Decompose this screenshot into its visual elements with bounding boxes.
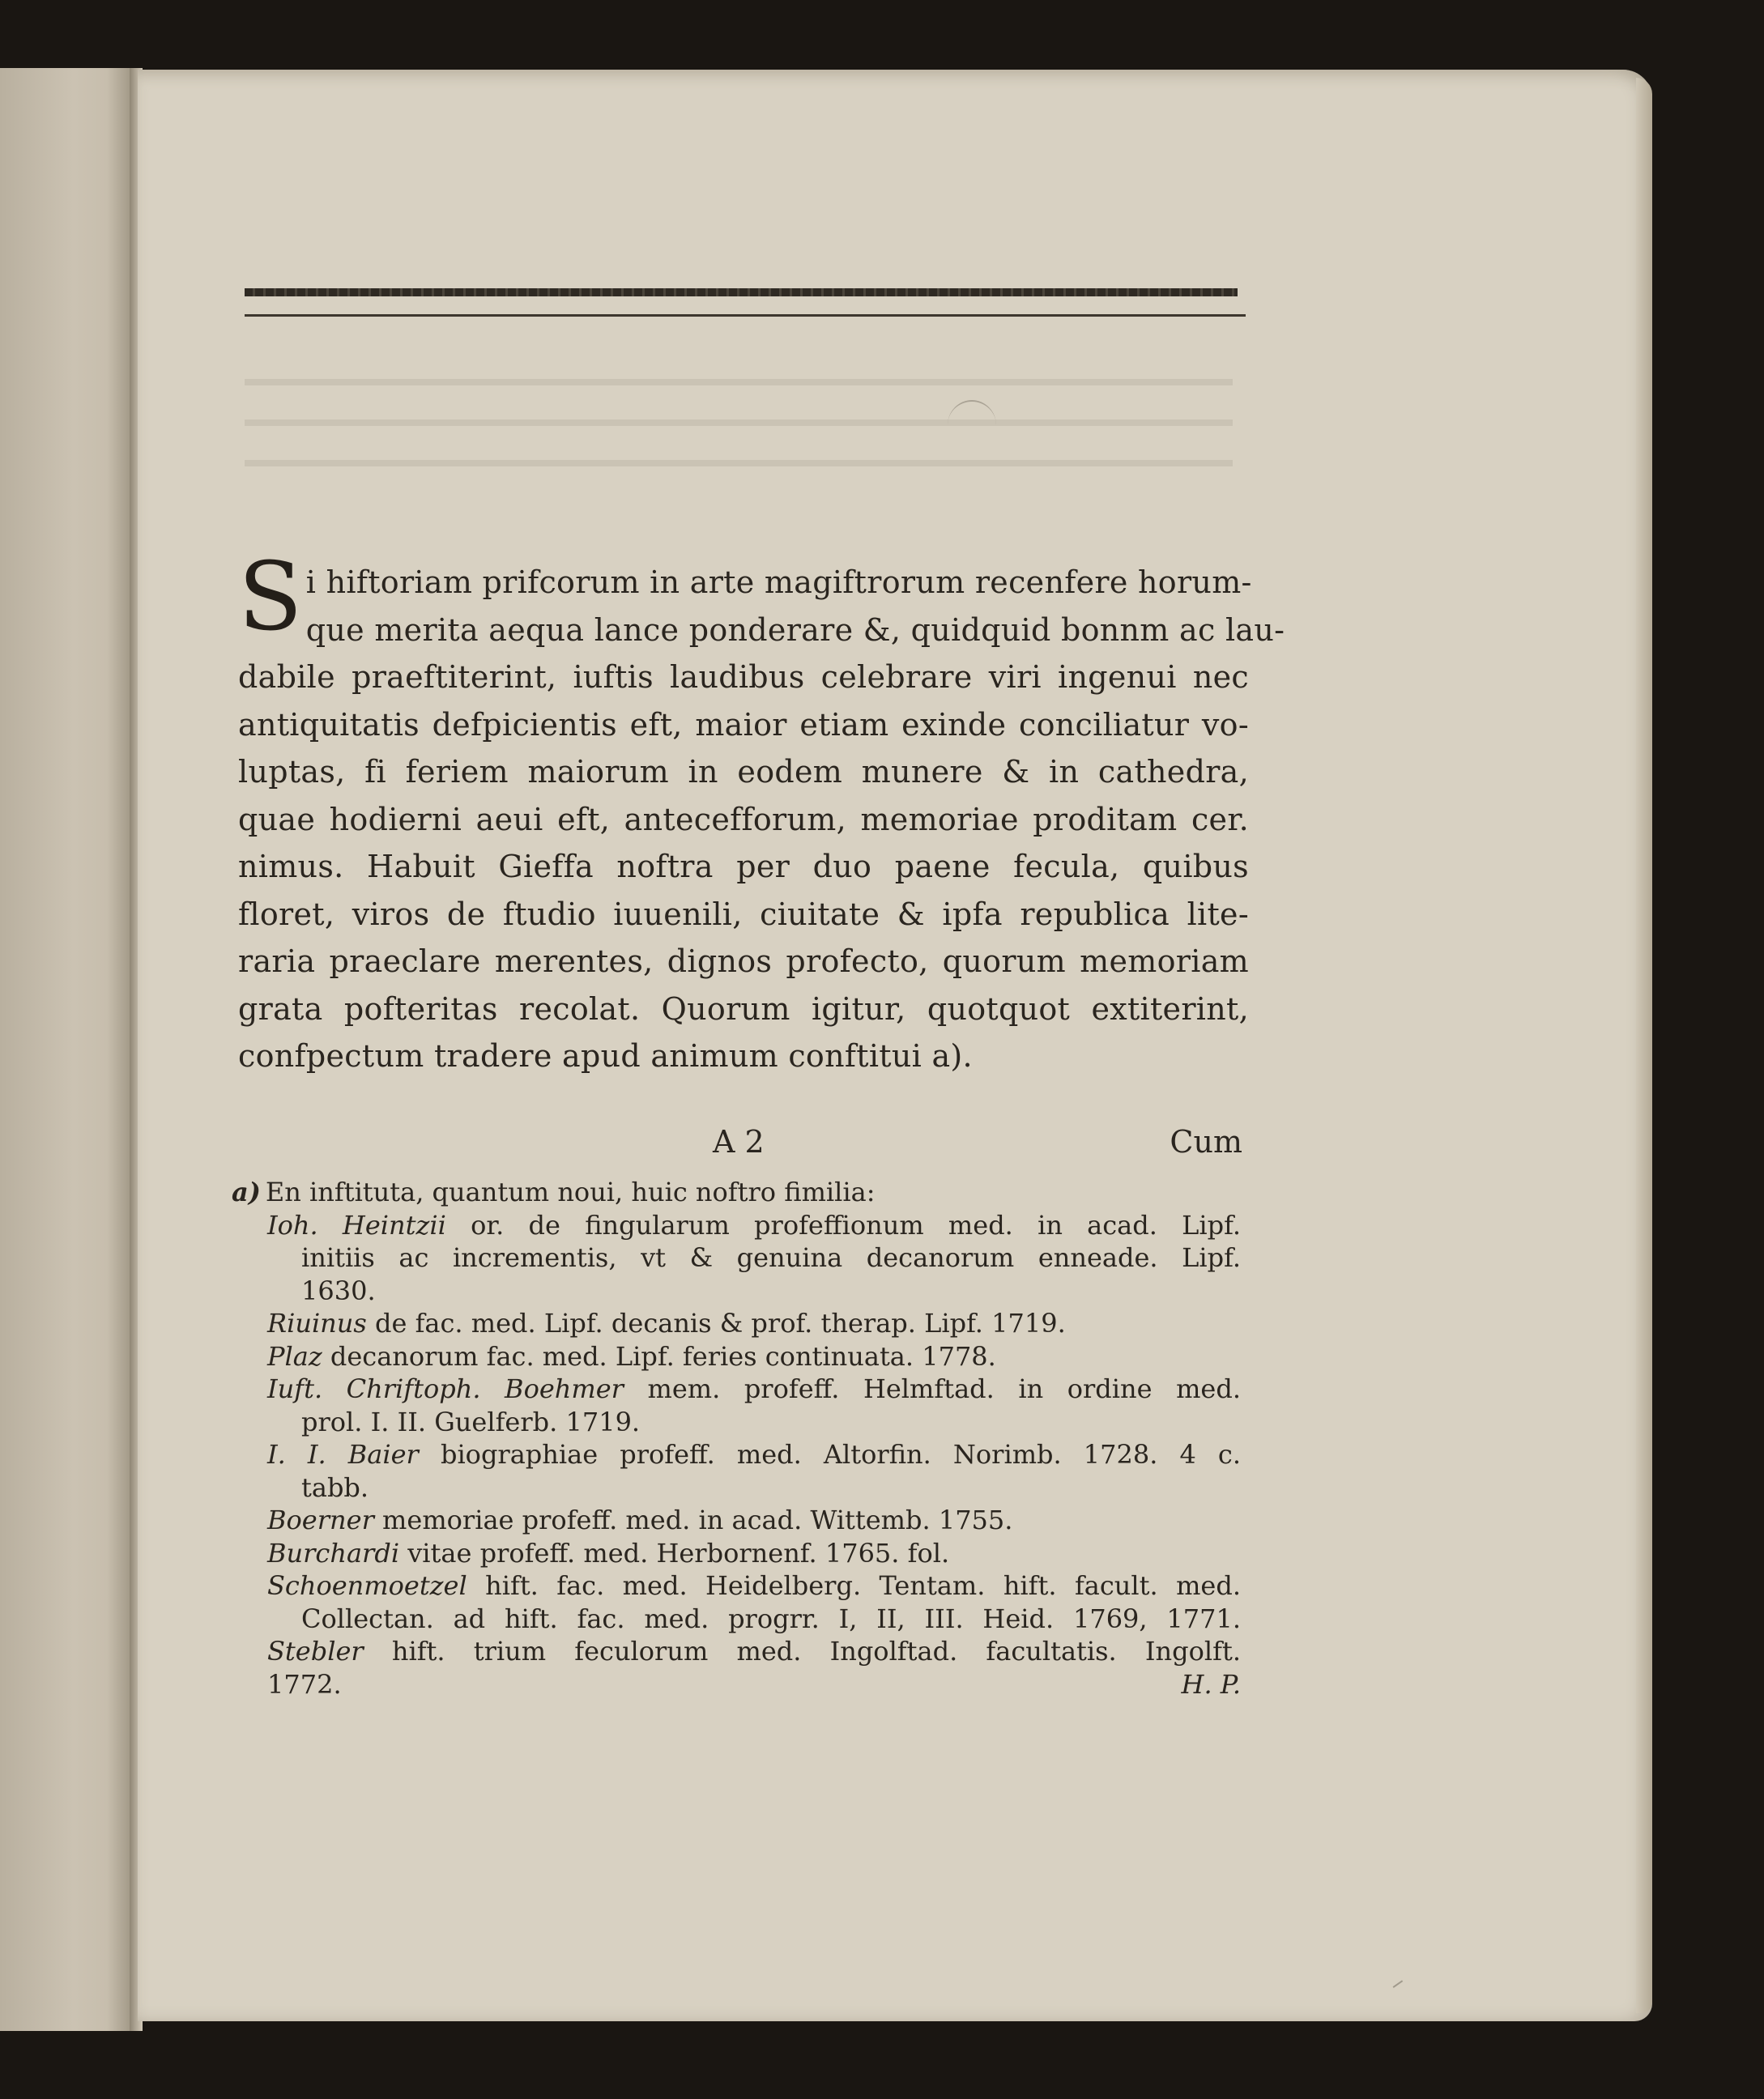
footnote-author: I. I. Baier xyxy=(267,1439,419,1470)
text-line-10: grata pofteritas recolat. Quorum igitur, quotquot extiterint, xyxy=(238,990,1249,1027)
text-line-5: luptas, fi feriem maiorum in eodem munere & in cathedra, xyxy=(238,754,1249,790)
footnote-author: Boerner xyxy=(267,1505,374,1535)
text-line-9: raria praeclare merentes, dignos profecto, quorum memoriam xyxy=(238,943,1249,979)
footnote-year: 1772. xyxy=(267,1668,342,1700)
footnote-text: de fac. med. Lipf. decanis & prof. therap. Lipf. 1719. xyxy=(374,1308,1066,1339)
footnote-intro: En inftituta, quantum noui, huic noftro fimilia: xyxy=(265,1177,876,1207)
footnote-entry xyxy=(232,1635,1241,1668)
footnote-text: decanorum fac. med. Lipf. feries continuata. 1778. xyxy=(330,1340,996,1372)
headpiece-rule xyxy=(245,314,1246,317)
drop-cap: S xyxy=(238,543,303,652)
footnote-entry xyxy=(232,1569,1241,1603)
footnote-entry xyxy=(232,1209,1241,1242)
footnote-marker: a) xyxy=(232,1177,261,1207)
footnote-text: memoriae profeff. med. in acad. Wittemb. 1755. xyxy=(382,1505,1013,1535)
footnote-continuation: Collectan. ad hift. fac. med. progrr. I, II, III. Heid. 1769, 1771. xyxy=(301,1603,1241,1634)
text-line-2: que merita aequa lance ponderare &, quidquid bonnm ac lau- xyxy=(305,611,1285,648)
footnote-entry xyxy=(232,1438,1241,1471)
text-line-6: quae hodierni aeui eft, antecefforum, memoriae proditam cer. xyxy=(238,801,1249,837)
paper-mark xyxy=(948,400,996,450)
footnote-author: Riuinus xyxy=(267,1308,367,1339)
footnote-continuation: tabb. xyxy=(301,1471,369,1503)
footnote-author: Stebler xyxy=(267,1636,364,1667)
signature-mark: A 2 xyxy=(713,1124,765,1160)
footnote-continuation: prol. I. II. Guelferb. 1719. xyxy=(301,1406,641,1437)
footnote-entry xyxy=(232,1373,1241,1406)
footnote-author: Plaz xyxy=(267,1340,322,1372)
page-fore-edge xyxy=(1636,78,1652,2013)
footnote-author: Iuft. Chriftoph. Boehmer xyxy=(267,1373,624,1404)
footnote-author: Schoenmoetzel xyxy=(267,1570,467,1601)
footnote-text: or. de fingularum profeffionum med. in acad. Lipf. xyxy=(471,1209,1242,1241)
text-line-8: floret, viros de ftudio iuuenili, ciuitate & ipfa republica lite- xyxy=(238,896,1249,932)
footnote-entry xyxy=(232,1504,1241,1537)
catchword: Cum xyxy=(1170,1124,1242,1160)
text-line-3: dabile praeftiterint, iuftis laudibus celebrare viri ingenui nec xyxy=(238,659,1249,695)
text-line-11: confpectum tradere apud animum conftitui a). xyxy=(238,1038,973,1074)
footnote-author: Burchardi xyxy=(267,1537,400,1569)
footnote-intro-line xyxy=(232,1176,1241,1209)
footnote-author: Ioh. Heintzii xyxy=(267,1209,446,1241)
headpiece-ornament xyxy=(245,288,1238,296)
footnote-entry xyxy=(232,1537,1241,1570)
text-line-4: antiquitatis defpicientis eft, maior etiam exinde conciliatur vo- xyxy=(238,706,1249,743)
footnote-text: mem. profeff. Helmftad. in ordine med. xyxy=(647,1373,1241,1404)
facing-page-edge xyxy=(0,68,134,2031)
main-text-block xyxy=(238,543,1285,1080)
text-line-1: i hiftoriam prifcorum in arte magiftrorum recenfere horum- xyxy=(305,564,1252,600)
show-through-text xyxy=(245,361,1233,483)
signature-line xyxy=(238,1124,1242,1169)
footnote-text: vitae profeff. med. Herbornenf. 1765. fol. xyxy=(407,1537,950,1569)
footnote-last-line xyxy=(232,1668,1241,1701)
author-initials: H. P. xyxy=(1181,1668,1241,1700)
footnote-block xyxy=(232,1176,1241,1701)
text-line-7: nimus. Habuit Gieffa noftra per duo paene fecula, quibus xyxy=(238,849,1249,884)
footnote-entry xyxy=(232,1340,1241,1373)
footnote-text: hift. trium feculorum med. Ingolftad. facultatis. Ingolft. xyxy=(391,1636,1242,1667)
footnote-continuation: initiis ac incrementis, vt & genuina decanorum enneade. Lipf. xyxy=(301,1242,1241,1273)
footnote-text: hift. fac. med. Heidelberg. Tentam. hift. facult. med. xyxy=(485,1570,1242,1601)
footnote-text: biographiae profeff. med. Altorfin. Norimb. 1728. 4 c. xyxy=(440,1439,1242,1470)
footnote-entry xyxy=(232,1307,1241,1340)
footnote-continuation: 1630. xyxy=(301,1275,376,1306)
